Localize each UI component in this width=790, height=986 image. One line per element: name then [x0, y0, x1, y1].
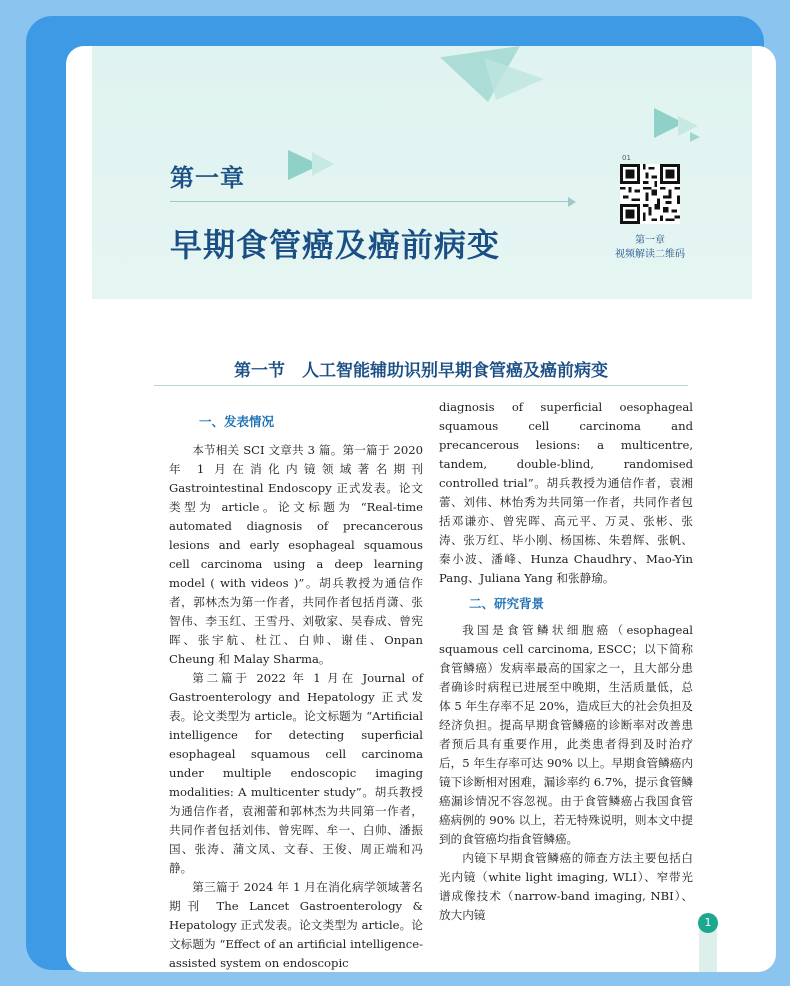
chapter-title: 早期食管癌及癌前病变	[170, 226, 501, 264]
decor-triangle	[484, 58, 544, 100]
decor-triangle	[690, 132, 700, 142]
right-column	[439, 398, 693, 925]
heading-publication: 一、发表情况	[199, 414, 275, 429]
qr-code[interactable]	[620, 164, 680, 224]
chapter-number: 第一章	[170, 164, 245, 192]
paragraph: 本节相关 SCI 文章共 3 篇。第一篇于 2020 年 1 月在消化内镜领域著名期刊 Gastrointestinal Endoscopy 正式发表。论文类型为 article。论文标题为 “Real-time automated diagnosis of precancerous lesions and early esophageal squamous cell carcinoma using a deep learning model ( with videos )”。胡兵教授为通信作者，郭林杰为第一作者，共同作者包括肖潇、张智伟、李玉红、王雪丹、刘敬家、吴春成、曾宪晖、张宇航、杜江、白帅、谢佳、Onpan Cheung 和 Malay Sharma。	[169, 443, 423, 666]
paragraph: 第二篇于 2022 年 1 月在 Journal of Gastroenterology and Hepatology 正式发表。论文类型为 article。论文标题为 “Artificial intelligence for detecting superficial esophageal squamous cell carcinoma under multiple endoscopic imaging modalities: A multicenter study”。胡兵教授为通信作者，袁湘蕾和郭林杰为共同第一作者，共同作者包括刘伟、曾宪晖、牟一、白帅、潘振国、张涛、蒲文凤、文春、王俊、周正端和冯静。	[169, 671, 423, 875]
section-title: 第一节 人工智能辅助识别早期食管癌及癌前病变	[234, 361, 608, 381]
paragraph: 内镜下早期食管鳞癌的筛查方法主要包括白光内镜（white light imaging, WLI）、窄带光谱成像技术（narrow-band imaging, NBI）、放大内镜	[439, 851, 693, 922]
chapter-banner	[92, 46, 752, 299]
qr-caption-line1: 第一章	[635, 235, 665, 246]
title-divider	[170, 201, 570, 202]
paragraph: diagnosis of superficial oesophageal squamous cell carcinoma and precancerous lesions: a multicentre, tandem, double-blind, randomised controlled trial”。胡兵教授为通信作者，袁湘蕾、刘伟、林怡秀为共同第一作者，共同作者包括邓谦亦、曾宪晖、高元平、万灵、张彬、张涛、张万红、毕小刚、杨国栋、朱碧辉、张帆、秦小波、潘峰、Hunza Chaudhry、Mao-Yin Pang、Juliana Yang 和张静瑜。	[439, 400, 693, 585]
left-column	[169, 412, 423, 972]
decor-triangle	[678, 116, 698, 136]
section-divider	[154, 385, 688, 386]
decor-triangle	[312, 152, 334, 176]
qr-caption-line2: 视频解读二维码	[615, 249, 685, 260]
page-number: 1	[698, 913, 718, 933]
qr-caption	[606, 234, 694, 262]
divider-arrow-icon	[568, 197, 576, 207]
paragraph: 我国是食管鳞状细胞癌（esophageal squamous cell carcinoma, ESCC；以下简称食管鳞癌）发病率最高的国家之一，且大部分患者确诊时病程已进展至中晚期，生活质量低，总体 5 年生存率不足 20%，造成巨大的社会负担及经济负担。提高早期食管鳞癌的诊断率对改善患者预后具有重要作用，此类患者得到及时治疗后，5 年生存率可达 90% 以上。早期食管鳞癌内镜下诊断相对困难，漏诊率约 6.7%，提示食管鳞癌漏诊情况不容忽视。由于食管鳞癌占我国食管癌病例的 90% 以上，若无特殊说明，则本文中提到的食管癌均指食管鳞癌。	[439, 623, 693, 846]
heading-background: 二、研究背景	[469, 596, 545, 611]
book-page	[66, 46, 776, 972]
paragraph: 第三篇于 2024 年 1 月在消化病学领域著名期刊 The Lancet Gastroenterology & Hepatology 正式发表。论文类型为 article。论文标题为 “Effect of an artificial intelligence-assisted system on endoscopic	[169, 880, 423, 970]
outer-frame	[26, 16, 764, 970]
qr-index-label: 01	[622, 154, 631, 162]
